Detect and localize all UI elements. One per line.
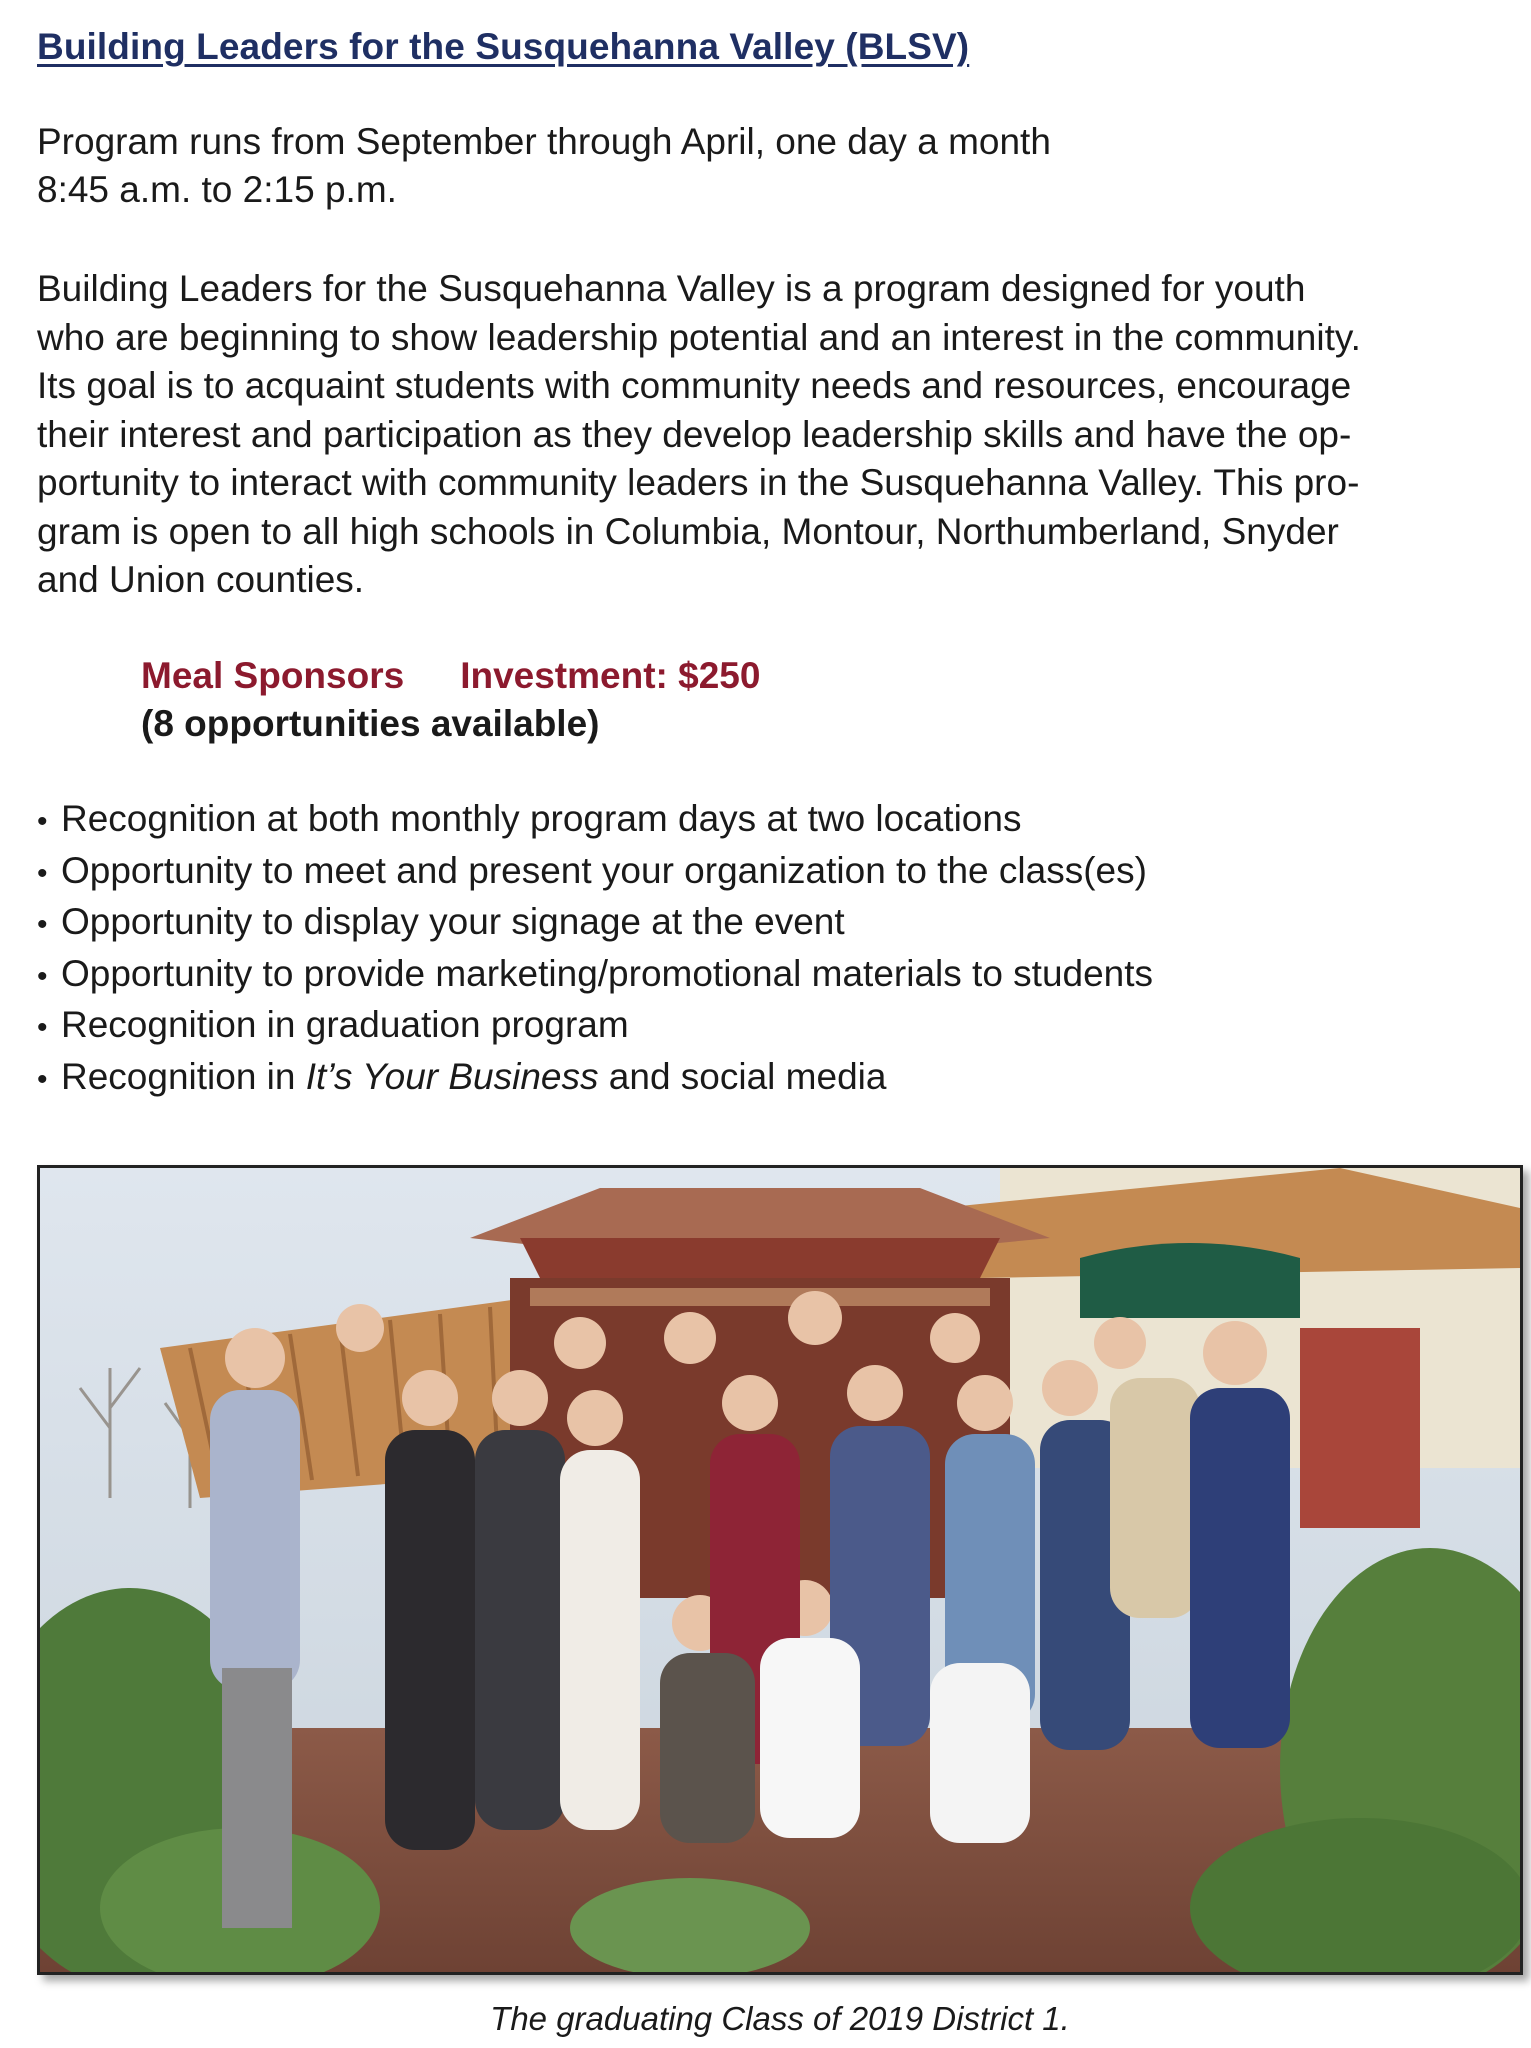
- benefit-text: Opportunity to display your signage at the event: [61, 901, 845, 942]
- benefit-text-prefix: Recognition in: [61, 1055, 306, 1097]
- description-line: portunity to interact with community leaders in the Susquehanna Valley. This pro-: [37, 462, 1360, 503]
- benefit-item: [37, 847, 1153, 899]
- page-title: Building Leaders for the Susquehanna Valley (BLSV): [37, 26, 970, 67]
- description-line: Its goal is to acquaint students with community needs and resources, encourage: [37, 365, 1352, 406]
- benefit-item: [37, 795, 1153, 847]
- benefit-item: [37, 898, 1153, 950]
- bullet-icon: •: [37, 1062, 48, 1096]
- program-description: [37, 265, 1497, 605]
- bullet-icon: •: [37, 908, 48, 941]
- bullet-icon: •: [37, 959, 48, 993]
- description-line: their interest and participation as they develop leadership skills and have the op-: [37, 413, 1352, 455]
- sponsor-block: [141, 652, 760, 748]
- schedule-block: [37, 118, 1051, 214]
- publication-name: It’s Your Business: [305, 1055, 599, 1097]
- benefit-item: [37, 1001, 1153, 1053]
- benefit-text: Opportunity to provide marketing/promotional materials to students: [61, 952, 1154, 994]
- group-photo-illustration: [40, 1168, 1520, 1972]
- benefit-text: Recognition in graduation program: [61, 1004, 629, 1045]
- benefit-text: Opportunity to meet and present your organization to the class(es): [61, 849, 1147, 891]
- benefit-text: Recognition at both monthly program days at two locations: [61, 798, 1022, 839]
- description-line: who are beginning to show leadership potential and an interest in the community.: [37, 316, 1361, 358]
- benefit-item: [37, 950, 1153, 1002]
- description-line: and Union counties.: [37, 559, 365, 600]
- bullet-icon: •: [37, 1011, 48, 1044]
- benefit-text-suffix: and social media: [598, 1055, 887, 1097]
- benefit-item: [37, 1053, 1153, 1105]
- description-line: gram is open to all high schools in Columbia, Montour, Northumberland, Snyder: [37, 510, 1339, 552]
- class-photo: [37, 1165, 1523, 1975]
- photo-caption: The graduating Class of 2019 District 1.: [490, 2000, 1070, 2037]
- bullet-icon: •: [37, 856, 48, 890]
- sponsor-opportunities: (8 opportunities available): [141, 703, 600, 744]
- schedule-line: Program runs from September through April, one day a month: [37, 121, 1051, 162]
- sponsor-heading: [141, 652, 760, 700]
- schedule-line: 8:45 a.m. to 2:15 p.m.: [37, 169, 397, 210]
- benefits-list: [37, 795, 1153, 1104]
- sponsor-investment: Investment: $250: [460, 655, 761, 696]
- description-line: Building Leaders for the Susquehanna Valley is a program designed for youth: [37, 268, 1306, 309]
- bullet-icon: •: [37, 805, 48, 838]
- sponsor-label: Meal Sponsors: [141, 655, 405, 696]
